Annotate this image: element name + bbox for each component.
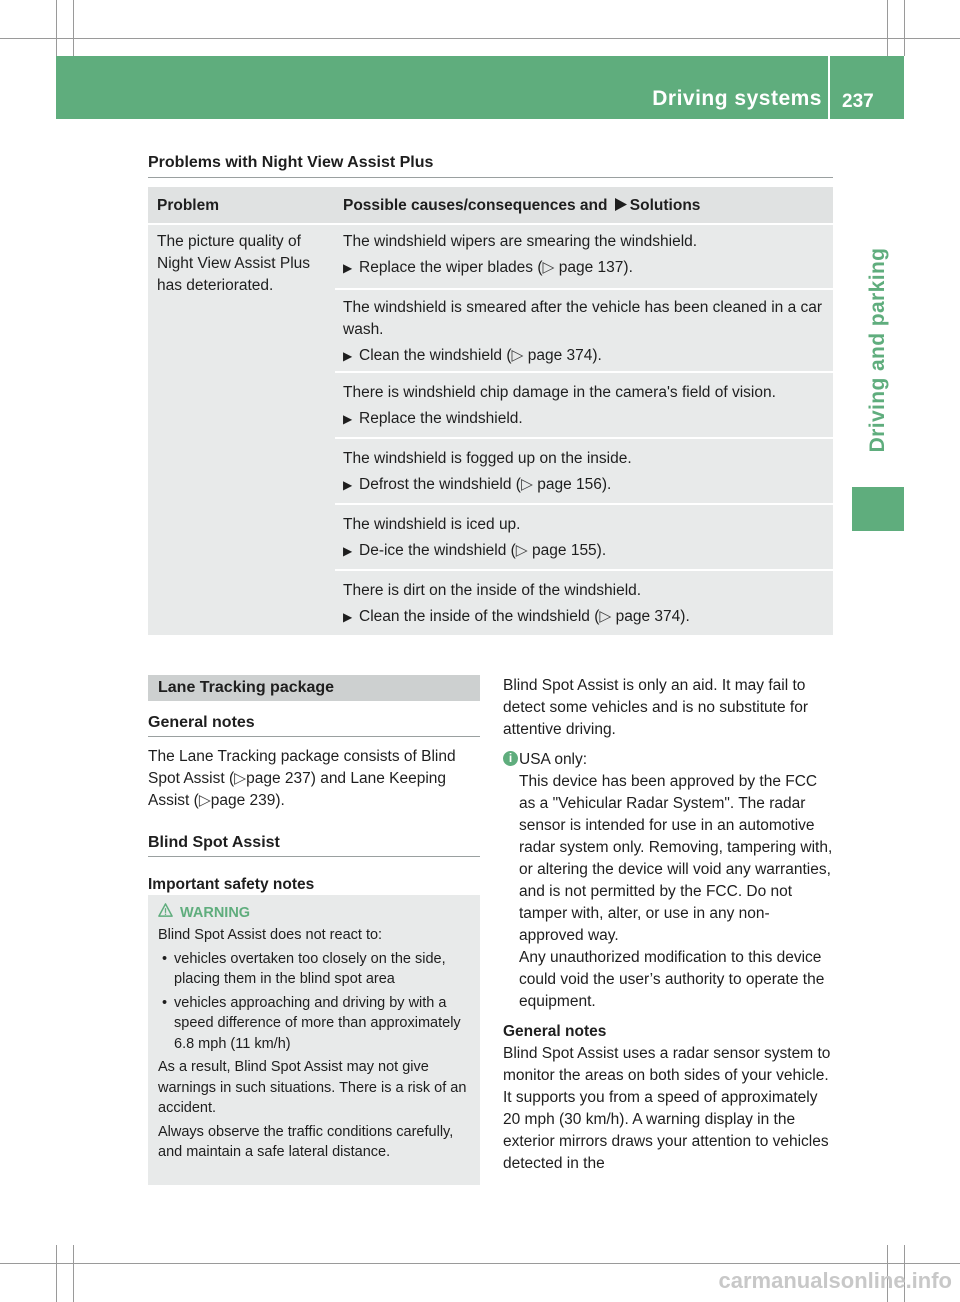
solution-step	[343, 474, 828, 496]
divider	[148, 177, 833, 178]
warning-box	[148, 895, 480, 1185]
solution-step	[343, 345, 828, 367]
step-arrow-icon: ▶	[343, 544, 353, 558]
page-ref-icon: ▷	[511, 347, 524, 364]
section-title: Driving systems	[652, 87, 822, 110]
row-divider	[335, 371, 833, 373]
cause-text: The windshield wipers are smearing the windshield.	[343, 233, 698, 250]
section-heading-bar	[148, 675, 480, 701]
crop-mark	[56, 0, 57, 56]
page-ref[interactable]: page 137).	[558, 259, 633, 276]
warning-label: WARNING	[180, 905, 251, 921]
intro-text-a: The Lane Tracking package consists of Blind Spot Assist (	[148, 748, 456, 787]
paragraph: Blind Spot Assist is only an aid. It may fail to detect some vehicles and is no substitute for attentive driving.	[503, 677, 808, 738]
list-item	[158, 993, 474, 1055]
bullet-icon: •	[162, 950, 168, 967]
warning-intro: Blind Spot Assist does not react to:	[158, 927, 383, 943]
page-number: 237	[842, 91, 874, 112]
row-divider	[335, 569, 833, 571]
table-header	[148, 187, 833, 223]
table-row	[343, 448, 828, 496]
cause-text: The windshield is iced up.	[343, 516, 521, 533]
step-text: Replace the windshield.	[359, 410, 523, 427]
cause-text: The windshield is smeared after the vehicle has been cleaned in a car wash.	[343, 299, 823, 338]
row-divider	[335, 503, 833, 505]
table-row	[343, 514, 828, 562]
table-row	[343, 231, 828, 279]
table-row	[343, 580, 828, 628]
watermark: carmanualsonline.info	[718, 1268, 952, 1293]
column-header-causes	[343, 195, 700, 217]
page-ref[interactable]: page 156).	[537, 476, 612, 493]
column-header-causes-text: Possible causes/consequences and	[343, 197, 608, 214]
info-note	[503, 749, 833, 1013]
info-icon: i	[503, 751, 518, 766]
page-ref[interactable]: page 374).	[615, 608, 690, 625]
table-body	[148, 225, 833, 635]
page-ref-icon: ▷	[198, 792, 211, 809]
crop-mark	[56, 1245, 57, 1302]
table-row	[343, 382, 828, 430]
table-row	[343, 297, 828, 367]
page-ref[interactable]: page 374).	[527, 347, 602, 364]
warning-body	[158, 925, 474, 1163]
list-item	[158, 949, 474, 990]
info-paragraph: Any unauthorized modification to this device could void the user’s authority to operate the equipment.	[519, 949, 825, 1010]
bullet-text: vehicles approaching and driving by with a speed difference of more than approximately 6.8 mph (11 km/h)	[174, 994, 461, 1052]
crop-mark	[73, 0, 74, 56]
crop-mark	[0, 38, 960, 39]
section-heading: Lane Tracking package	[158, 679, 335, 696]
solution-arrow-icon	[615, 198, 627, 211]
table-cell-problem: The picture quality of Night View Assist Plus has deteriorated.	[157, 233, 311, 294]
step-text: Replace the wiper blades (	[359, 259, 543, 276]
paragraph: Blind Spot Assist uses a radar sensor system to monitor the areas on both sides of your vehicle. It supports you from a speed of approximately 20 mph (30 km/h). A warning display in the exterior mirrors draws your attention to vehicles detected in the	[503, 1045, 831, 1172]
step-text: Defrost the windshield (	[359, 476, 521, 493]
crop-mark	[0, 1263, 960, 1264]
table-title: Problems with Night View Assist Plus	[148, 154, 434, 171]
divider	[148, 736, 480, 737]
page-ref-icon: ▷	[542, 259, 555, 276]
solution-step	[343, 606, 828, 628]
step-arrow-icon: ▶	[343, 412, 353, 426]
side-tab-label: Driving and parking	[866, 247, 889, 453]
step-arrow-icon: ▶	[343, 610, 353, 624]
intro-paragraph	[148, 746, 480, 812]
subheading-general-notes: General notes	[148, 714, 255, 731]
row-divider	[335, 288, 833, 290]
step-arrow-icon: ▶	[343, 261, 353, 275]
column-header-solutions: Solutions	[629, 197, 701, 214]
page-ref-icon: ▷	[515, 542, 528, 559]
side-tab-marker	[852, 487, 904, 531]
row-divider	[335, 437, 833, 439]
solution-step	[343, 257, 828, 279]
intro-link-b[interactable]: page 239).	[210, 792, 285, 809]
bullet-icon: •	[162, 994, 168, 1011]
divider	[148, 856, 480, 857]
warning-paragraph: Always observe the traffic conditions carefully, and maintain a safe lateral distance.	[158, 1123, 454, 1160]
crop-mark	[904, 0, 905, 56]
subheading-safety-notes: Important safety notes	[148, 876, 315, 893]
step-arrow-icon: ▶	[343, 349, 353, 363]
solution-step	[343, 540, 828, 562]
right-column	[503, 675, 833, 1175]
step-text: Clean the inside of the windshield (	[359, 608, 600, 625]
step-arrow-icon: ▶	[343, 478, 353, 492]
solution-step	[343, 408, 828, 430]
info-label: USA only:	[519, 751, 588, 768]
bullet-text: vehicles overtaken too closely on the side, placing them in the blind spot area	[174, 950, 446, 987]
info-paragraph: This device has been approved by the FCC as a "Vehicular Radar System". The radar sensor is intended for use in an automotive radar system only. Removing, tampering with, or altering the device will void any warranties, and is not permitted by the FCC. Do not tamper with, alter, or use in any non-approved way.	[519, 773, 833, 944]
step-text: De-ice the windshield (	[359, 542, 516, 559]
cause-text: There is windshield chip damage in the camera's field of vision.	[343, 384, 776, 401]
header-separator	[828, 56, 830, 119]
page-ref-icon: ▷	[234, 770, 247, 787]
step-text: Clean the windshield (	[359, 347, 512, 364]
page-ref-icon: ▷	[520, 476, 533, 493]
subheading-blind-spot-assist: Blind Spot Assist	[148, 834, 280, 851]
column-header-problem: Problem	[157, 197, 220, 214]
page-ref-icon: ▷	[599, 608, 612, 625]
subheading-general-notes-2: General notes	[503, 1023, 607, 1040]
cause-text: There is dirt on the inside of the windshield.	[343, 582, 642, 599]
intro-link-a[interactable]: page 237) and Lane Keeping Assist (	[148, 770, 447, 809]
cause-text: The windshield is fogged up on the inside.	[343, 450, 632, 467]
page-ref[interactable]: page 155).	[532, 542, 607, 559]
warning-paragraph: As a result, Blind Spot Assist may not give warnings in such situations. There is a risk of an accident.	[158, 1059, 467, 1116]
crop-mark	[887, 0, 888, 56]
crop-mark	[73, 1245, 74, 1302]
warning-triangle-icon	[158, 903, 173, 918]
